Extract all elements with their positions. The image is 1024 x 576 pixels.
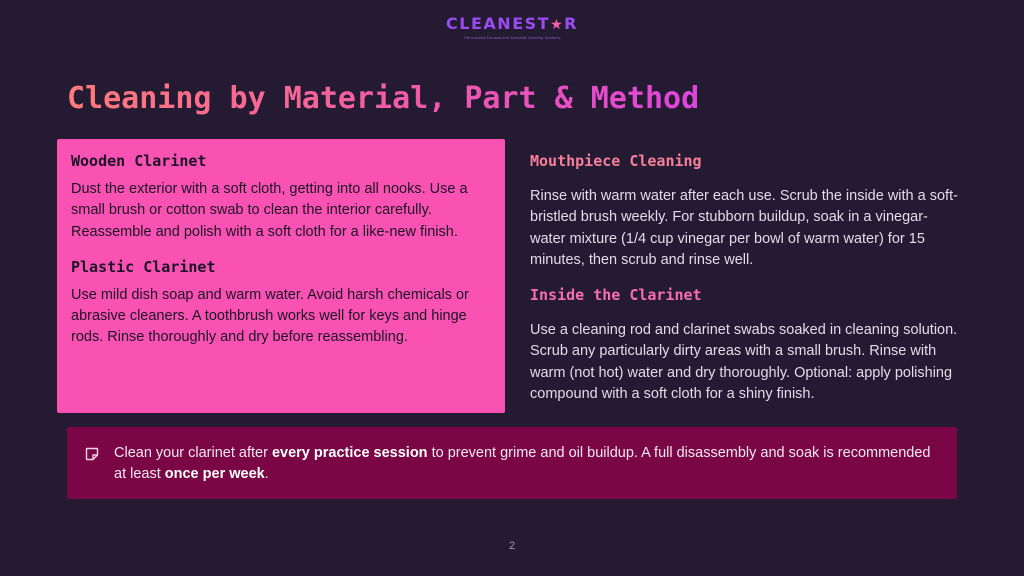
plastic-clarinet-heading: Plastic Clarinet xyxy=(71,257,216,276)
tip-callout xyxy=(67,427,957,499)
note-icon xyxy=(85,447,99,461)
plastic-clarinet-text: Use mild dish soap and warm water. Avoid harsh chemicals or abrasive cleaners. A toothbrush works well for keys and hinge rods. Rinse thoroughly and dry before reassembling. xyxy=(71,286,469,346)
method-column xyxy=(530,151,960,419)
page-number: 2 xyxy=(508,540,516,552)
star-icon: ★ xyxy=(550,17,565,33)
inside-clarinet-text: Use a cleaning rod and clarinet swabs soaked in cleaning solution. Scrub any particularly dirty areas with a small brush. Rinse with warm (not hot) water and dry thoroughly. Optional: apply polishing compound with a soft cloth for a shiny finish. xyxy=(530,322,958,403)
mouthpiece-heading: Mouthpiece Cleaning xyxy=(530,152,702,170)
logo-wordmark: CLEANEST★R xyxy=(446,14,578,33)
tip-text: Clean your clarinet after every practice session to prevent grime and oil buildup. A full disassembly and soak is recommended at least once per week. xyxy=(114,445,931,483)
brand-logo xyxy=(0,14,1024,41)
mouthpiece-text: Rinse with warm water after each use. Scrub the inside with a soft-bristled brush weekly. For stubborn buildup, soak in a vinegar-water mixture (1/4 cup vinegar per bowl of warm water) for 15 minutes, then scrub and rinse well. xyxy=(530,188,958,268)
wooden-clarinet-heading: Wooden Clarinet xyxy=(71,152,207,170)
wooden-clarinet-text: Dust the exterior with a soft cloth, getting into all nooks. Use a small brush or cotton swab to clean the interior carefully. Reassemble and polish with a soft cloth for a like-new finish. xyxy=(71,181,468,240)
tip-emphasis-frequency: every practice session xyxy=(271,445,428,461)
tip-emphasis-weekly: once per week xyxy=(164,466,265,483)
page-title: Cleaning by Material, Part & Method xyxy=(67,79,699,119)
logo-tagline: The Industry-Focused and Specialist Cleaning Solutions xyxy=(463,36,561,40)
inside-clarinet-heading: Inside the Clarinet xyxy=(530,286,702,305)
material-card xyxy=(57,139,505,413)
